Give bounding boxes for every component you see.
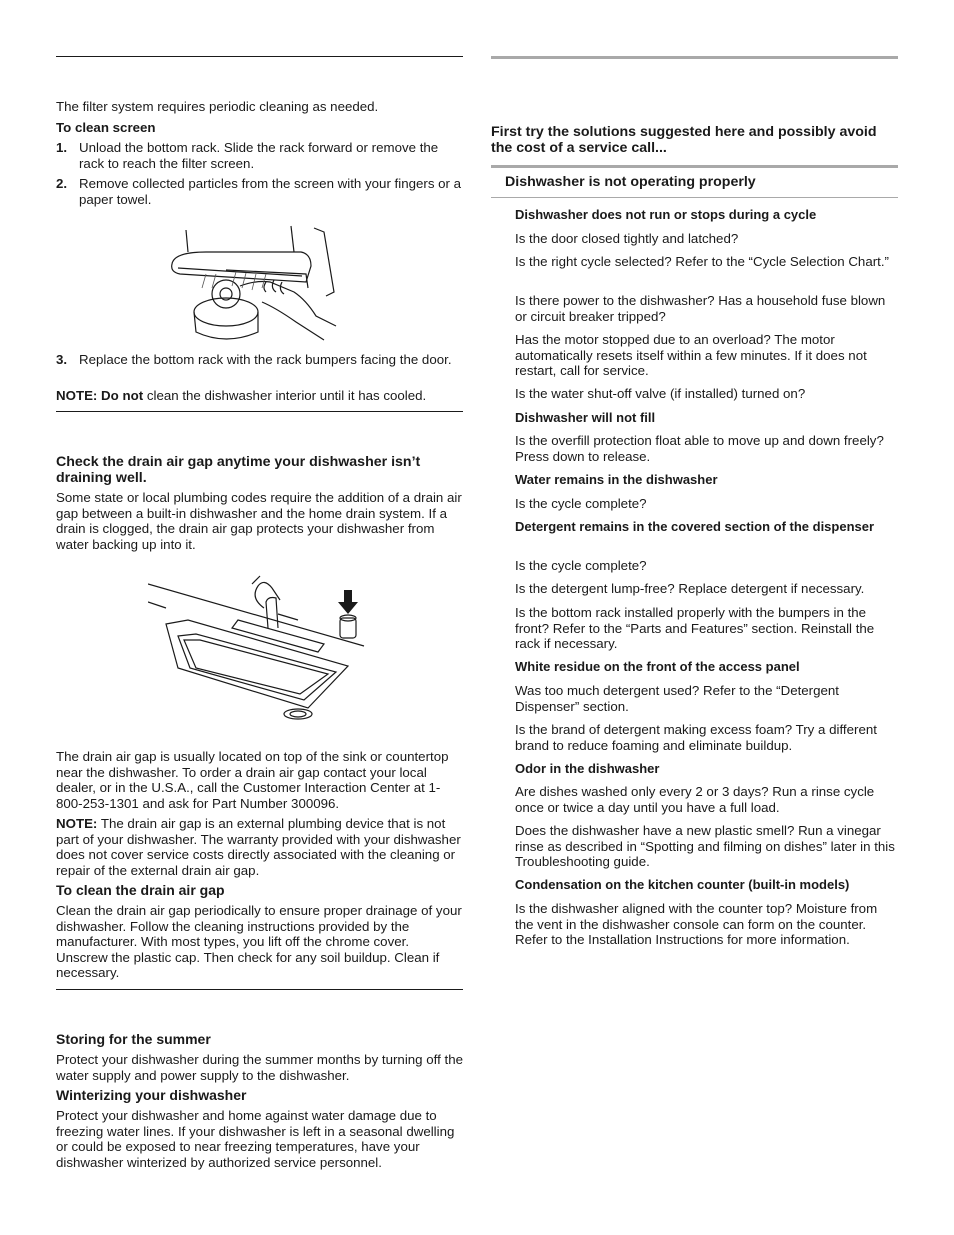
- step-1: [56, 140, 463, 171]
- drain-air-gap-illustration: [148, 568, 378, 728]
- drain-paragraph-2: The drain air gap is usually located on top of the sink or countertop near the dishwasher. To order a drain air gap contact your local dealer, or in the U.S.A., call the Customer Interaction Center at 1-800-253-1301 and ask for Part Number 300096.: [56, 749, 449, 811]
- solution-text: Is the cycle complete?: [515, 558, 647, 573]
- section-rule: [491, 56, 898, 59]
- solution-text: Are dishes washed only every 2 or 3 days? Run a rinse cycle once or twice a day until you have a full load.: [515, 784, 875, 815]
- note-cooling: [56, 388, 463, 404]
- problem-heading: White residue on the front of the access panel: [515, 659, 800, 674]
- solution-text: Is the right cycle selected? Refer to the “Cycle Selection Chart.”: [515, 254, 889, 269]
- solution-text: Is the brand of detergent making excess foam? Try a different brand to reduce foaming and eliminate buildup.: [515, 722, 877, 753]
- step-number: 2.: [56, 176, 68, 191]
- solution-text: Is the detergent lump-free? Replace detergent if necessary.: [515, 581, 865, 596]
- solution-text: Is the dishwasher aligned with the counter top? Moisture from the vent in the dishwasher console can form on the counter. Refer to the Installation Instructions for more information.: [515, 901, 878, 948]
- problem-heading: Detergent remains in the covered section of the dispenser: [515, 519, 875, 534]
- problem-heading: Dishwasher will not fill: [515, 410, 656, 425]
- summer-heading: Storing for the summer: [56, 1031, 211, 1047]
- problem-heading: Condensation on the kitchen counter (built-in models): [515, 877, 850, 892]
- filter-screen-illustration: [166, 222, 356, 344]
- filter-intro: The filter system requires periodic cleaning as needed.: [56, 99, 379, 114]
- solution-text: Is there power to the dishwasher? Has a household fuse blown or circuit breaker tripped?: [515, 293, 886, 324]
- summer-paragraph: Protect your dishwasher during the summer months by turning off the water supply and power supply to the dishwasher.: [56, 1052, 463, 1083]
- note-label: NOTE: Do not: [56, 388, 144, 403]
- solution-text: Is the water shut-off valve (if installed) turned on?: [515, 386, 806, 401]
- subsection-title: Dishwasher is not operating properly: [505, 174, 756, 190]
- solution-text: Does the dishwasher have a new plastic smell? Run a vinegar rinse as described in “Spotting and filming on dishes” later in this Troubleshooting guide.: [515, 823, 895, 870]
- solution-text: Is the overfill protection float able to move up and down freely? Press down to release.: [515, 433, 884, 464]
- drain-paragraph-1: Some state or local plumbing codes require the addition of a drain air gap between a built-in dishwasher and the home drain system. If a drain is clogged, the drain air gap protects your dishwasher from water backing up into it.: [56, 490, 462, 552]
- step-text: Replace the bottom rack with the rack bumpers facing the door.: [79, 352, 452, 367]
- winter-paragraph: Protect your dishwasher and home against water damage due to freezing water lines. If your dishwasher is left in a seasonal dwelling or could be exposed to near freezing temperatures, have your dishwasher winterized by authorized service personnel.: [56, 1108, 455, 1170]
- section-rule: [56, 56, 463, 57]
- solution-text: Was too much detergent used? Refer to the “Detergent Dispenser” section.: [515, 683, 839, 714]
- step-number: 3.: [56, 352, 68, 367]
- note-text: clean the dishwasher interior until it has cooled.: [143, 388, 427, 403]
- section-rule: [56, 411, 463, 412]
- solution-text: Is the door closed tightly and latched?: [515, 231, 739, 246]
- note-label: NOTE:: [56, 816, 98, 831]
- winter-heading: Winterizing your dishwasher: [56, 1087, 247, 1103]
- solution-text: Is the cycle complete?: [515, 496, 647, 511]
- solution-text: Has the motor stopped due to an overload? The motor automatically resets itself within a few minutes. If it does not restart, call for service.: [515, 332, 867, 379]
- subsection-rule: [491, 197, 898, 198]
- step-3: [56, 352, 463, 368]
- note-text: The drain air gap is an external plumbing device that is not part of your dishwasher. The warranty provided with your dishwasher does not cover service costs directly associated with the cleaning or repair of the external drain air gap.: [56, 816, 461, 878]
- troubleshooting-intro: First try the solutions suggested here and possibly avoid the cost of a service call...: [491, 124, 877, 156]
- clean-screen-heading: To clean screen: [56, 120, 156, 135]
- clean-air-gap-heading: To clean the drain air gap: [56, 882, 225, 898]
- clean-air-gap-paragraph: Clean the drain air gap periodically to ensure proper drainage of your dishwasher. Follow the cleaning instructions provided by the manufacturer. With most types, you lift off the chrome cover. Unscrew the plastic cap. Then check for any soil buildup. Clean if necessary.: [56, 903, 462, 981]
- step-2: [56, 176, 463, 207]
- solution-text: Is the bottom rack installed properly with the bumpers in the front? Refer to the “Parts and Features” section. Reinstall the rack if necessary.: [515, 605, 875, 652]
- problem-heading: Water remains in the dishwasher: [515, 472, 718, 487]
- subsection-rule: [491, 165, 898, 168]
- problem-heading: Dishwasher does not run or stops during a cycle: [515, 207, 817, 222]
- section-rule: [56, 989, 463, 990]
- note-warranty: [56, 816, 463, 878]
- step-text: Unload the bottom rack. Slide the rack forward or remove the rack to reach the filter screen.: [79, 140, 439, 171]
- step-number: 1.: [56, 140, 68, 155]
- drain-air-gap-heading: Check the drain air gap anytime your dishwasher isn’t draining well.: [56, 454, 421, 486]
- step-text: Remove collected particles from the screen with your fingers or a paper towel.: [79, 176, 462, 207]
- problem-heading: Odor in the dishwasher: [515, 761, 660, 776]
